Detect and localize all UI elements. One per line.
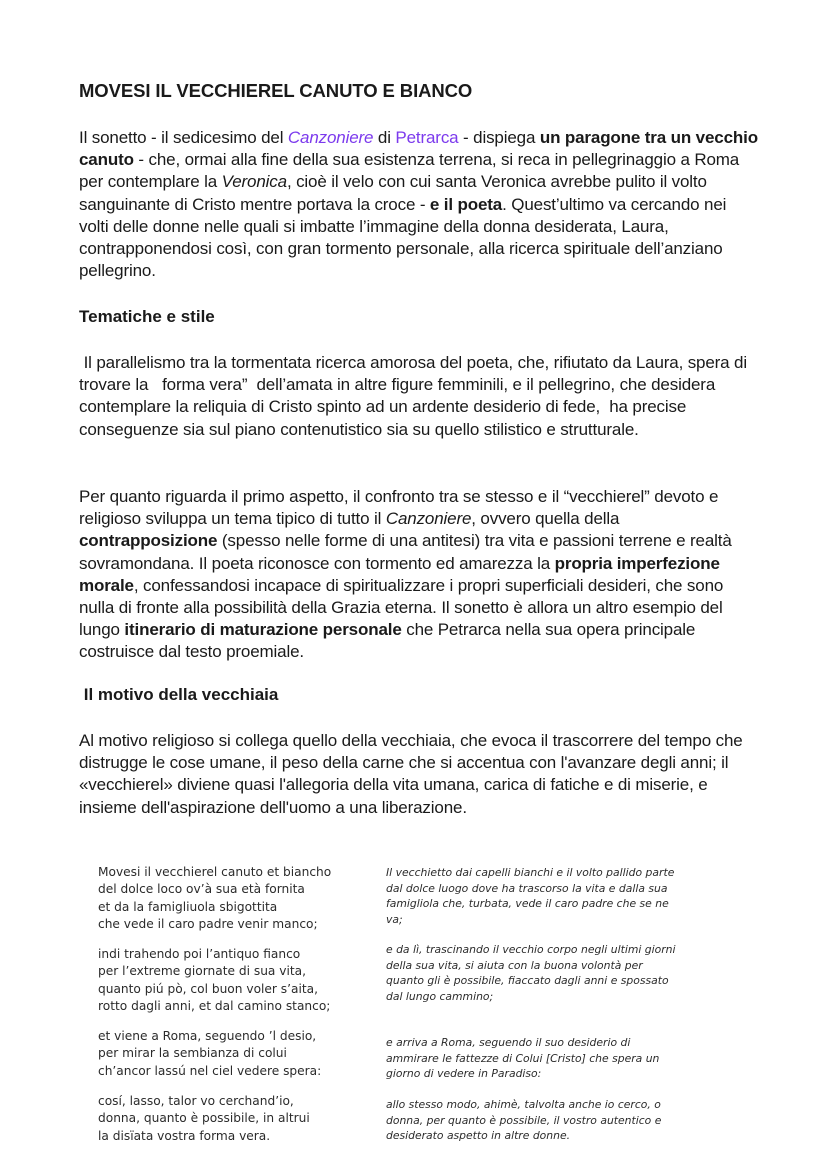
translation-line: e da lì, trascinando il vecchio corpo negli ultimi giorni: [386, 943, 676, 956]
poem-stanza-1: [98, 864, 358, 934]
poem-line: per l’extreme giornate di sua vita,: [98, 964, 306, 979]
translation-stanza-1: [386, 865, 696, 927]
paragraph-bold-text: itinerario di maturazione personale: [124, 620, 402, 640]
translation-line: giorno di vedere in Paradiso:: [386, 1067, 542, 1081]
translation-stanza-3: [386, 1035, 696, 1082]
paragraph-text: (spesso nelle forme di una antitesi) tra vita e passioni terrene e realtà sovramondana. Il poeta riconosce con tormento ed amarezza la: [79, 531, 732, 573]
poem-line: ch’ancor lassú nel ciel vedere spera:: [98, 1063, 322, 1078]
translation-line: donna, per quanto è possibile, il vostro autentico e: [386, 1113, 662, 1127]
translation-line: va;: [386, 912, 403, 926]
paragraph-bold-text: contrapposizione: [79, 531, 218, 551]
intro-text: - dispiega: [458, 128, 540, 147]
intro-text: . Quest’ultimo va cercando nei volti delle donne nelle quali si imbatte l’immagine della donna desiderata, Laura, contrapponendosi così, con gran tormento personale, alla ricerca spirituale dell’anziano pellegrino.: [79, 194, 727, 281]
intro-paragraph: [79, 127, 759, 282]
translation-line: ammirare le fattezze di Colui [Cristo] che spera un: [386, 1051, 660, 1065]
paragraph-text: , ovvero quella della: [471, 509, 620, 529]
poem-line: donna, quanto è possibile, in altrui: [98, 1111, 310, 1126]
intro-bold-text: e il poeta: [429, 194, 503, 214]
poem-line: indi trahendo poi l’antiquo fianco: [98, 947, 301, 961]
intro-text: Il sonetto - il sedicesimo del: [79, 128, 288, 147]
translation-line: della sua vita, si aiuta con la buona volontà per: [386, 958, 643, 972]
poem-stanza-2: [98, 946, 358, 1016]
poem-stanza-3: [98, 1028, 358, 1080]
poem-line: che vede il caro padre venir manco;: [98, 917, 318, 932]
translation-line: Il vecchietto dai capelli bianchi e il volto pallido parte: [386, 866, 675, 879]
translation-line: famigliola che, turbata, vede il caro padre che se ne: [386, 897, 669, 911]
paragraph-text: che Petrarca nella sua opera principale costruisce dal testo proemiale.: [79, 620, 696, 662]
translation-line: e arriva a Roma, seguendo il suo desiderio di: [386, 1036, 631, 1049]
canzoniere-link[interactable]: Canzoniere: [287, 128, 374, 147]
translation-stanza-2: [386, 942, 696, 1004]
translation-line: quanto gli è possibile, fiaccato dagli anni e spossato: [386, 974, 669, 988]
tematiche-paragraph-1: Il parallelismo tra la tormentata ricerca amorosa del poeta, che, rifiutato da Laura, spera di trovare la forma vera” dell’amata in altre figure femminili, e il pellegrino, che desidera contemplare la reliquia di Cristo spinto ad un ardente desiderio di fede, ha precise conseguenze sia sul piano contenutistico sia su quello stilistico e strutturale.: [79, 353, 752, 439]
poem-line: rotto dagli anni, et dal camino stanco;: [98, 999, 331, 1014]
poem-line: la disïata vostra forma vera.: [98, 1128, 271, 1143]
poem-line: cosí, lasso, talor vo cerchand’io,: [98, 1094, 294, 1108]
section-heading-vecchiaia: Il motivo della vecchiaia: [79, 685, 279, 704]
paragraph-bold-text: propria imperfezione morale: [79, 553, 720, 595]
paragraph-text: Per quanto riguarda il primo aspetto, il confronto tra se stesso e il “vecchierel” devoto e religioso sviluppa un tema tipico di tutto il: [79, 487, 719, 529]
tematiche-paragraph-2: [79, 486, 759, 664]
poem-line: del dolce loco ov’à sua età fornita: [98, 882, 305, 897]
intro-text: - che, ormai alla fine della sua esistenza terrena, si reca in pellegrinaggio a Roma per contemplare la: [79, 150, 740, 192]
poem-line: quanto piú pò, col buon voler s’aita,: [98, 981, 318, 996]
paragraph-italic-text: Canzoniere: [385, 509, 472, 529]
poem-line: et viene a Roma, seguendo ’l desio,: [98, 1029, 317, 1043]
paragraph-text: , confessandosi incapace di spiritualizzare i propri superficiali desideri, che sono nulla di fronte alla possibilità della Grazia eterna. Il sonetto è allora un altro esempio del lungo: [79, 575, 724, 640]
translation-line: allo stesso modo, ahimè, talvolta anche io cerco, o: [386, 1098, 661, 1111]
intro-text: , cioè il velo con cui santa Veronica avrebbe pulito il volto sanguinante di Cristo mentre portava la croce -: [79, 172, 707, 214]
translation-stanza-4: [386, 1097, 696, 1144]
vecchiaia-paragraph: Al motivo religioso si collega quello della vecchiaia, che evoca il trascorrere del tempo che distrugge le cose umane, il peso della carne che si accentua con l'avanzare degli anni; il «vecchierel» diviene quasi l'allegoria della vita umana, carica di fatiche e di miserie, e insieme dell'aspirazione dell'uomo a una liberazione.: [79, 731, 743, 817]
poem-line: per mirar la sembianza di colui: [98, 1046, 287, 1061]
translation-line: dal lungo cammino;: [386, 989, 494, 1003]
poem-stanza-4: [98, 1093, 358, 1145]
intro-italic-text: Veronica: [221, 172, 287, 192]
section-heading-tematiche: Tematiche e stile: [79, 307, 215, 326]
poem-line: Movesi il vecchierel canuto et biancho: [98, 865, 332, 879]
translation-line: dal dolce luogo dove ha trascorso la vita e dalla sua: [386, 881, 668, 895]
document-title: MOVESI IL VECCHIEREL CANUTO E BIANCO: [79, 80, 473, 101]
intro-bold-text: un paragone tra un vecchio canuto: [79, 128, 758, 170]
intro-text: di: [373, 128, 396, 147]
petrarca-link[interactable]: Petrarca: [395, 128, 459, 147]
poem-line: et da la famigliuola sbigottita: [98, 899, 278, 914]
translation-line: desiderato aspetto in altre donne.: [386, 1129, 571, 1143]
